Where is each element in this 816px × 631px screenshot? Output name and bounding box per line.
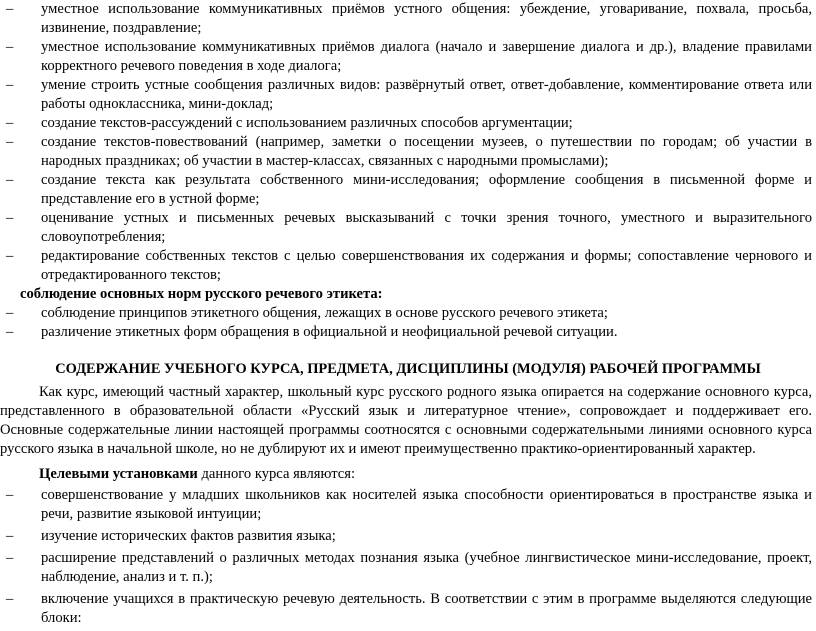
list-item: – оценивание устных и письменных речевых высказываний с точки зрения точного, уместного и выразительного словоупотребления; <box>6 210 812 245</box>
dash-bullet: – <box>6 1 14 17</box>
list-item: – соблюдение принципов этикетного общения, лежащих в основе русского речевого этикета; <box>6 305 608 321</box>
list-item: – различение этикетных форм обращения в официальной и неофициальной речевой ситуации. <box>6 324 618 340</box>
dash-bullet: – <box>6 210 14 226</box>
dash-bullet: – <box>6 528 14 544</box>
list-item: – создание текстов-повествований (например, заметки о посещении музеев, о путешествии по городам; об участии в народных праздниках; об участии в мастер-классах, связанных с народными промыслами); <box>6 134 812 169</box>
list-item: – редактирование собственных текстов с целью совершенствования их содержания и формы; сопоставление чернового и отредактированного текстов; <box>6 248 812 283</box>
list-item: – совершенствование у младших школьников как носителей языка способности ориентироваться в пространстве языка и речи, развитие языковой интуиции; <box>6 487 812 522</box>
list-item: – создание текстов-рассуждений с использованием различных способов аргументации; <box>6 115 573 131</box>
body-paragraph: Как курс, имеющий частный характер, школьный курс русского родного языка опирается на содержание основного курса, представленного в образовательной области «Русский язык и литературное чтение», сопровождает и поддерживает его. Основные содержательные линии настоящей программы соотносятся с основными содержательными линиями основного курса русского языка в начальной школе, но не дублируют их и имеют преимущественно практико-ориентированный характер. <box>0 384 812 457</box>
dash-bullet: – <box>6 487 14 503</box>
list-item: – умение строить устные сообщения различных видов: развёрнутый ответ, ответ-добавление, комментирование ответа или работы одноклассника, мини-доклад; <box>6 77 812 112</box>
dash-bullet: – <box>6 305 14 321</box>
dash-bullet: – <box>6 39 14 55</box>
dash-bullet: – <box>6 591 14 607</box>
goals-text: данного курса являются: <box>197 466 356 482</box>
section-title: СОДЕРЖАНИЕ УЧЕБНОГО КУРСА, ПРЕДМЕТА, ДИСЦИПЛИНЫ (МОДУЛЯ) РАБОЧЕЙ ПРОГРАММЫ <box>55 361 761 377</box>
dash-bullet: – <box>6 324 14 340</box>
dash-bullet: – <box>6 248 14 264</box>
list-item: – уместное использование коммуникативных приёмов диалога (начало и завершение диалога и др.), владение правилами корректного речевого поведения в ходе диалога; <box>6 39 812 74</box>
goals-intro <box>0 465 816 484</box>
goals-bold-label: Целевыми установками <box>39 466 198 482</box>
speech-skills-list <box>0 0 816 285</box>
goals-list <box>0 486 816 628</box>
list-item: – включение учащихся в практическую речевую деятельность. В соответствии с этим в программе выделяются следующие блоки: <box>6 591 812 626</box>
dash-bullet: – <box>6 77 14 93</box>
list-item: – изучение исторических фактов развития языка; <box>6 528 336 544</box>
list-item: – создание текста как результата собственного мини-исследования; оформление сообщения в письменной форме и представление его в устной форме; <box>6 172 812 207</box>
list-item: – расширение представлений о различных методах познания языка (учебное лингвистическое мини-исследование, проект, наблюдение, анализ и т. п.); <box>6 550 812 585</box>
dash-bullet: – <box>6 134 14 150</box>
dash-bullet: – <box>6 115 14 131</box>
etiquette-list <box>0 304 816 342</box>
dash-bullet: – <box>6 550 14 566</box>
dash-bullet: – <box>6 172 14 188</box>
etiquette-subheading: соблюдение основных норм русского речевого этикета: <box>20 286 383 302</box>
list-item: – уместное использование коммуникативных приёмов устного общения: убеждение, уговаривание, похвала, просьба, извинение, поздравление; <box>6 1 812 36</box>
